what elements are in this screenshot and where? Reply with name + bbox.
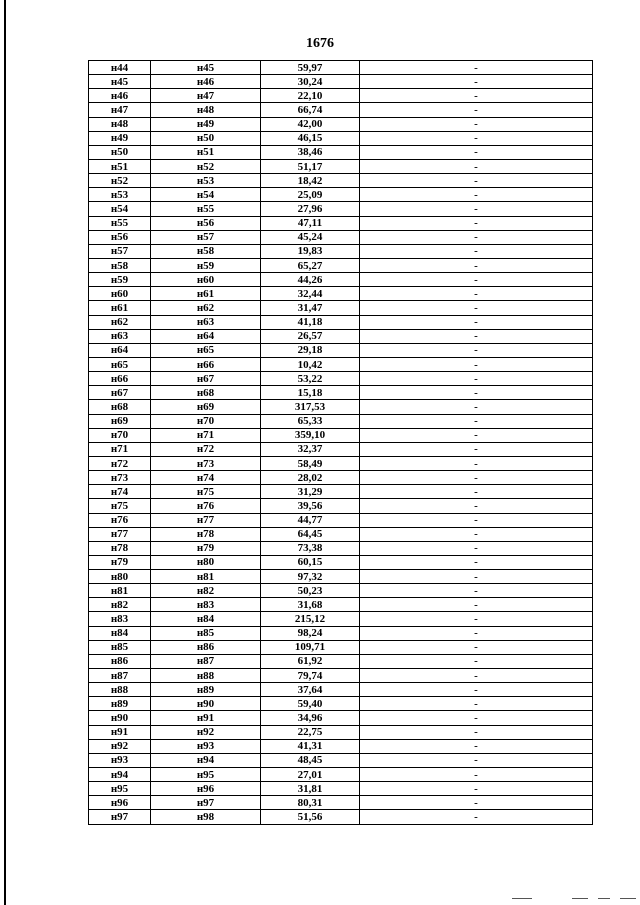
note-cell: -	[360, 145, 593, 159]
scan-artifact	[572, 898, 588, 899]
distance-cell: 98,24	[261, 626, 360, 640]
point-from-cell: н94	[89, 768, 151, 782]
note-cell: -	[360, 287, 593, 301]
point-to-cell: н89	[151, 683, 261, 697]
point-from-cell: н72	[89, 456, 151, 470]
distance-cell: 10,42	[261, 357, 360, 371]
point-from-cell: н49	[89, 131, 151, 145]
point-to-cell: н52	[151, 159, 261, 173]
point-to-cell: н98	[151, 810, 261, 824]
note-cell: -	[360, 541, 593, 555]
distance-cell: 45,24	[261, 230, 360, 244]
point-from-cell: н96	[89, 796, 151, 810]
page-number: 1676	[306, 36, 334, 51]
table-row	[89, 400, 593, 414]
note-cell: -	[360, 315, 593, 329]
point-from-cell: н69	[89, 414, 151, 428]
point-from-cell: н97	[89, 810, 151, 824]
point-from-cell: н83	[89, 612, 151, 626]
note-cell: -	[360, 357, 593, 371]
point-from-cell: н68	[89, 400, 151, 414]
distance-cell: 51,17	[261, 159, 360, 173]
point-to-cell: н55	[151, 202, 261, 216]
note-cell: -	[360, 739, 593, 753]
note-cell: -	[360, 570, 593, 584]
note-cell: -	[360, 768, 593, 782]
point-from-cell: н47	[89, 103, 151, 117]
point-from-cell: н84	[89, 626, 151, 640]
point-to-cell: н46	[151, 75, 261, 89]
point-from-cell: н79	[89, 555, 151, 569]
table-row	[89, 810, 593, 824]
table-row	[89, 145, 593, 159]
point-from-cell: н91	[89, 725, 151, 739]
point-to-cell: н53	[151, 174, 261, 188]
point-to-cell: н76	[151, 499, 261, 513]
point-to-cell: н91	[151, 711, 261, 725]
note-cell: -	[360, 499, 593, 513]
note-cell: -	[360, 640, 593, 654]
note-cell: -	[360, 683, 593, 697]
note-cell: -	[360, 188, 593, 202]
distance-cell: 39,56	[261, 499, 360, 513]
distance-cell: 50,23	[261, 584, 360, 598]
point-to-cell: н82	[151, 584, 261, 598]
point-from-cell: н66	[89, 372, 151, 386]
point-to-cell: н88	[151, 669, 261, 683]
note-cell: -	[360, 89, 593, 103]
distance-cell: 59,97	[261, 61, 360, 75]
point-from-cell: н56	[89, 230, 151, 244]
note-cell: -	[360, 230, 593, 244]
table-row	[89, 273, 593, 287]
point-from-cell: н75	[89, 499, 151, 513]
note-cell: -	[360, 669, 593, 683]
point-from-cell: н46	[89, 89, 151, 103]
point-to-cell: н78	[151, 527, 261, 541]
table-row	[89, 471, 593, 485]
table-row	[89, 329, 593, 343]
point-to-cell: н70	[151, 414, 261, 428]
distance-cell: 41,18	[261, 315, 360, 329]
table-row	[89, 61, 593, 75]
point-to-cell: н97	[151, 796, 261, 810]
note-cell: -	[360, 216, 593, 230]
distance-cell: 42,00	[261, 117, 360, 131]
point-from-cell: н85	[89, 640, 151, 654]
distance-cell: 27,01	[261, 768, 360, 782]
table-body	[89, 61, 593, 825]
table-row	[89, 513, 593, 527]
point-to-cell: н56	[151, 216, 261, 230]
distance-cell: 59,40	[261, 697, 360, 711]
point-to-cell: н62	[151, 301, 261, 315]
point-from-cell: н54	[89, 202, 151, 216]
distance-cell: 61,92	[261, 654, 360, 668]
point-from-cell: н93	[89, 753, 151, 767]
note-cell: -	[360, 527, 593, 541]
point-from-cell: н55	[89, 216, 151, 230]
point-from-cell: н82	[89, 598, 151, 612]
table-row	[89, 485, 593, 499]
distance-cell: 64,45	[261, 527, 360, 541]
point-from-cell: н48	[89, 117, 151, 131]
distance-cell: 31,29	[261, 485, 360, 499]
page-edge-rule	[4, 0, 6, 905]
table-row	[89, 626, 593, 640]
point-from-cell: н52	[89, 174, 151, 188]
point-from-cell: н77	[89, 527, 151, 541]
point-from-cell: н58	[89, 258, 151, 272]
point-to-cell: н54	[151, 188, 261, 202]
point-to-cell: н65	[151, 343, 261, 357]
distance-cell: 22,75	[261, 725, 360, 739]
note-cell: -	[360, 485, 593, 499]
note-cell: -	[360, 796, 593, 810]
note-cell: -	[360, 400, 593, 414]
table-row	[89, 683, 593, 697]
note-cell: -	[360, 584, 593, 598]
table-row	[89, 499, 593, 513]
point-from-cell: н44	[89, 61, 151, 75]
distance-cell: 47,11	[261, 216, 360, 230]
point-to-cell: н63	[151, 315, 261, 329]
point-from-cell: н61	[89, 301, 151, 315]
point-from-cell: н73	[89, 471, 151, 485]
point-to-cell: н71	[151, 428, 261, 442]
table-row	[89, 386, 593, 400]
point-to-cell: н90	[151, 697, 261, 711]
table-row	[89, 202, 593, 216]
coordinates-table	[88, 60, 593, 825]
point-from-cell: н67	[89, 386, 151, 400]
point-from-cell: н71	[89, 442, 151, 456]
point-to-cell: н87	[151, 654, 261, 668]
point-to-cell: н67	[151, 372, 261, 386]
point-from-cell: н62	[89, 315, 151, 329]
point-from-cell: н51	[89, 159, 151, 173]
distance-cell: 37,64	[261, 683, 360, 697]
note-cell: -	[360, 372, 593, 386]
distance-cell: 73,38	[261, 541, 360, 555]
table-row	[89, 796, 593, 810]
point-from-cell: н70	[89, 428, 151, 442]
note-cell: -	[360, 654, 593, 668]
table-row	[89, 456, 593, 470]
note-cell: -	[360, 159, 593, 173]
distance-cell: 215,12	[261, 612, 360, 626]
distance-cell: 317,53	[261, 400, 360, 414]
point-to-cell: н50	[151, 131, 261, 145]
distance-cell: 31,81	[261, 782, 360, 796]
point-to-cell: н84	[151, 612, 261, 626]
point-to-cell: н83	[151, 598, 261, 612]
table-row	[89, 89, 593, 103]
note-cell: -	[360, 386, 593, 400]
distance-cell: 34,96	[261, 711, 360, 725]
note-cell: -	[360, 442, 593, 456]
point-to-cell: н61	[151, 287, 261, 301]
point-from-cell: н81	[89, 584, 151, 598]
point-from-cell: н87	[89, 669, 151, 683]
distance-cell: 48,45	[261, 753, 360, 767]
point-from-cell: н64	[89, 343, 151, 357]
note-cell: -	[360, 244, 593, 258]
point-to-cell: н59	[151, 258, 261, 272]
point-from-cell: н57	[89, 244, 151, 258]
table-row	[89, 753, 593, 767]
point-from-cell: н92	[89, 739, 151, 753]
distance-cell: 53,22	[261, 372, 360, 386]
table-row	[89, 612, 593, 626]
point-from-cell: н45	[89, 75, 151, 89]
distance-cell: 26,57	[261, 329, 360, 343]
distance-cell: 15,18	[261, 386, 360, 400]
note-cell: -	[360, 753, 593, 767]
point-from-cell: н53	[89, 188, 151, 202]
point-to-cell: н68	[151, 386, 261, 400]
point-to-cell: н58	[151, 244, 261, 258]
point-to-cell: н93	[151, 739, 261, 753]
note-cell: -	[360, 273, 593, 287]
point-to-cell: н96	[151, 782, 261, 796]
table-row	[89, 244, 593, 258]
note-cell: -	[360, 810, 593, 824]
distance-cell: 79,74	[261, 669, 360, 683]
point-from-cell: н63	[89, 329, 151, 343]
scan-artifact	[512, 898, 532, 899]
table-row	[89, 428, 593, 442]
distance-cell: 25,09	[261, 188, 360, 202]
note-cell: -	[360, 61, 593, 75]
point-from-cell: н60	[89, 287, 151, 301]
point-from-cell: н78	[89, 541, 151, 555]
distance-cell: 30,24	[261, 75, 360, 89]
distance-cell: 41,31	[261, 739, 360, 753]
note-cell: -	[360, 612, 593, 626]
note-cell: -	[360, 301, 593, 315]
point-from-cell: н86	[89, 654, 151, 668]
note-cell: -	[360, 202, 593, 216]
note-cell: -	[360, 471, 593, 485]
point-from-cell: н95	[89, 782, 151, 796]
table-row	[89, 117, 593, 131]
table-row	[89, 131, 593, 145]
point-to-cell: н95	[151, 768, 261, 782]
point-to-cell: н74	[151, 471, 261, 485]
distance-cell: 109,71	[261, 640, 360, 654]
point-to-cell: н85	[151, 626, 261, 640]
point-from-cell: н59	[89, 273, 151, 287]
distance-cell: 32,44	[261, 287, 360, 301]
table-row	[89, 555, 593, 569]
point-to-cell: н47	[151, 89, 261, 103]
point-from-cell: н74	[89, 485, 151, 499]
distance-cell: 27,96	[261, 202, 360, 216]
point-from-cell: н90	[89, 711, 151, 725]
note-cell: -	[360, 343, 593, 357]
point-to-cell: н81	[151, 570, 261, 584]
table-row	[89, 357, 593, 371]
point-from-cell: н80	[89, 570, 151, 584]
table-row	[89, 711, 593, 725]
table-row	[89, 159, 593, 173]
distance-cell: 28,02	[261, 471, 360, 485]
scan-artifact	[620, 898, 636, 899]
table-row	[89, 768, 593, 782]
table-row	[89, 598, 593, 612]
distance-cell: 44,26	[261, 273, 360, 287]
note-cell: -	[360, 131, 593, 145]
table-row	[89, 301, 593, 315]
point-to-cell: н64	[151, 329, 261, 343]
point-to-cell: н69	[151, 400, 261, 414]
table-row	[89, 174, 593, 188]
distance-cell: 58,49	[261, 456, 360, 470]
table-row	[89, 541, 593, 555]
table-row	[89, 75, 593, 89]
table-row	[89, 216, 593, 230]
distance-cell: 60,15	[261, 555, 360, 569]
table-row	[89, 103, 593, 117]
note-cell: -	[360, 329, 593, 343]
table-row	[89, 188, 593, 202]
note-cell: -	[360, 626, 593, 640]
distance-cell: 31,47	[261, 301, 360, 315]
table-row	[89, 315, 593, 329]
point-to-cell: н51	[151, 145, 261, 159]
point-to-cell: н49	[151, 117, 261, 131]
table-row	[89, 287, 593, 301]
point-to-cell: н72	[151, 442, 261, 456]
distance-cell: 51,56	[261, 810, 360, 824]
point-to-cell: н86	[151, 640, 261, 654]
point-to-cell: н80	[151, 555, 261, 569]
point-to-cell: н57	[151, 230, 261, 244]
distance-cell: 44,77	[261, 513, 360, 527]
point-to-cell: н92	[151, 725, 261, 739]
scan-artifact	[598, 898, 610, 899]
table-row	[89, 570, 593, 584]
distance-cell: 19,83	[261, 244, 360, 258]
note-cell: -	[360, 456, 593, 470]
table-row	[89, 654, 593, 668]
distance-cell: 66,74	[261, 103, 360, 117]
table-row	[89, 640, 593, 654]
table-row	[89, 739, 593, 753]
note-cell: -	[360, 555, 593, 569]
note-cell: -	[360, 513, 593, 527]
distance-cell: 18,42	[261, 174, 360, 188]
note-cell: -	[360, 598, 593, 612]
distance-cell: 359,10	[261, 428, 360, 442]
point-to-cell: н73	[151, 456, 261, 470]
note-cell: -	[360, 174, 593, 188]
table-row	[89, 527, 593, 541]
distance-cell: 32,37	[261, 442, 360, 456]
table-row	[89, 442, 593, 456]
point-from-cell: н65	[89, 357, 151, 371]
note-cell: -	[360, 697, 593, 711]
point-from-cell: н88	[89, 683, 151, 697]
table-row	[89, 230, 593, 244]
table-row	[89, 725, 593, 739]
note-cell: -	[360, 103, 593, 117]
point-from-cell: н89	[89, 697, 151, 711]
distance-cell: 65,33	[261, 414, 360, 428]
distance-cell: 38,46	[261, 145, 360, 159]
point-to-cell: н75	[151, 485, 261, 499]
note-cell: -	[360, 782, 593, 796]
table-row	[89, 258, 593, 272]
distance-cell: 22,10	[261, 89, 360, 103]
note-cell: -	[360, 117, 593, 131]
note-cell: -	[360, 258, 593, 272]
point-to-cell: н79	[151, 541, 261, 555]
distance-cell: 31,68	[261, 598, 360, 612]
table-row	[89, 372, 593, 386]
note-cell: -	[360, 725, 593, 739]
table-row	[89, 697, 593, 711]
note-cell: -	[360, 428, 593, 442]
point-to-cell: н77	[151, 513, 261, 527]
point-to-cell: н45	[151, 61, 261, 75]
table-row	[89, 584, 593, 598]
distance-cell: 65,27	[261, 258, 360, 272]
point-to-cell: н94	[151, 753, 261, 767]
point-to-cell: н66	[151, 357, 261, 371]
point-to-cell: н60	[151, 273, 261, 287]
note-cell: -	[360, 711, 593, 725]
note-cell: -	[360, 414, 593, 428]
distance-cell: 80,31	[261, 796, 360, 810]
table-row	[89, 782, 593, 796]
distance-cell: 97,32	[261, 570, 360, 584]
distance-cell: 46,15	[261, 131, 360, 145]
point-from-cell: н76	[89, 513, 151, 527]
table-row	[89, 414, 593, 428]
distance-cell: 29,18	[261, 343, 360, 357]
table-row	[89, 343, 593, 357]
note-cell: -	[360, 75, 593, 89]
point-from-cell: н50	[89, 145, 151, 159]
point-to-cell: н48	[151, 103, 261, 117]
table-row	[89, 669, 593, 683]
